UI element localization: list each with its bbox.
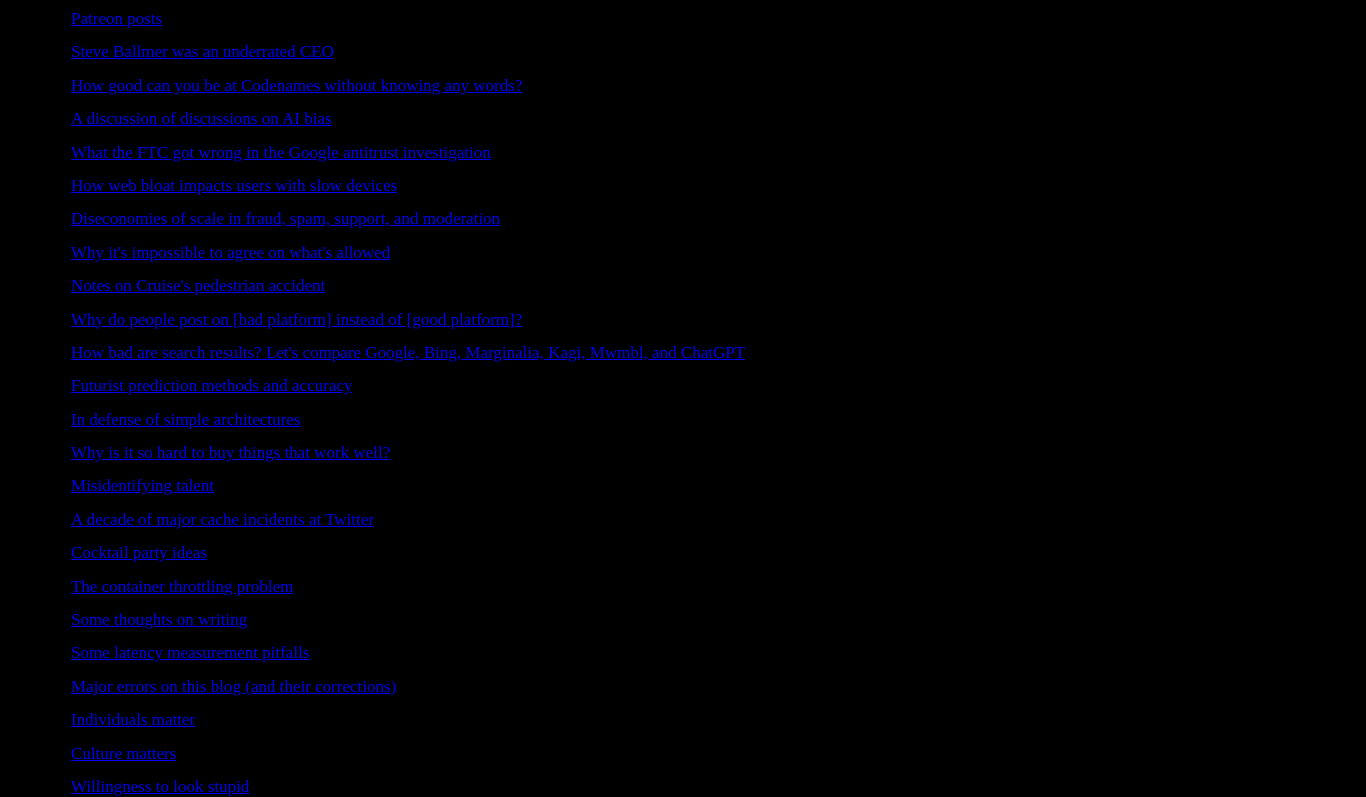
post-link[interactable]: Individuals matter — [71, 710, 196, 730]
post-list-item — [71, 9, 1366, 29]
post-link[interactable]: In defense of simple architectures — [71, 409, 301, 429]
post-list-item — [71, 543, 1366, 563]
post-list-item — [71, 310, 1366, 330]
post-list-item — [71, 176, 1366, 196]
post-link[interactable]: A decade of major cache incidents at Twitter — [71, 509, 374, 529]
post-link[interactable]: Some latency measurement pitfalls — [71, 643, 310, 663]
post-link[interactable]: Futurist prediction methods and accuracy — [71, 376, 353, 396]
post-link[interactable]: Patreon posts — [71, 9, 163, 28]
post-link[interactable]: Misidentifying talent — [71, 476, 215, 496]
post-list-item — [71, 476, 1366, 496]
post-link[interactable]: Notes on Cruise's pedestrian accident — [71, 276, 326, 296]
post-link[interactable]: Steve Ballmer was an underrated CEO — [71, 42, 334, 62]
post-link[interactable]: Why it's impossible to agree on what's allowed — [71, 242, 391, 262]
post-link[interactable]: Willingness to look stupid — [71, 776, 250, 796]
post-list-item — [71, 410, 1366, 430]
post-list-item — [71, 243, 1366, 263]
post-link[interactable]: Why is it so hard to buy things that work well? — [71, 443, 391, 463]
post-list-item — [71, 710, 1366, 730]
post-list-item — [71, 376, 1366, 396]
post-link[interactable]: Why do people post on [bad platform] instead of [good platform]? — [71, 309, 523, 329]
post-list-item — [71, 777, 1366, 797]
post-list-item — [71, 677, 1366, 697]
post-link[interactable]: Culture matters — [71, 743, 177, 763]
post-list-item — [71, 143, 1366, 163]
post-list-item — [71, 109, 1366, 129]
post-link[interactable]: Diseconomies of scale in fraud, spam, support, and moderation — [71, 209, 501, 229]
post-link[interactable]: How good can you be at Codenames without knowing any words? — [71, 75, 523, 95]
post-list-item — [71, 42, 1366, 62]
post-list-item — [71, 343, 1366, 363]
post-link[interactable]: How bad are search results? Let's compare Google, Bing, Marginalia, Kagi, Mwmbl, and ChatGPT — [71, 342, 746, 362]
post-link[interactable]: The container throttling problem — [71, 576, 294, 596]
post-list-item — [71, 744, 1366, 764]
post-list-item — [71, 610, 1366, 630]
post-list-item — [71, 577, 1366, 597]
post-link[interactable]: How web bloat impacts users with slow devices — [71, 175, 398, 195]
post-list-item — [71, 276, 1366, 296]
post-link[interactable]: Cocktail party ideas — [71, 543, 207, 563]
post-list-item — [71, 209, 1366, 229]
post-link[interactable]: Some thoughts on writing — [71, 610, 248, 630]
post-link[interactable]: What the FTC got wrong in the Google antitrust investigation — [71, 142, 491, 162]
post-link[interactable]: Major errors on this blog (and their corrections) — [71, 676, 397, 696]
post-list-item — [71, 510, 1366, 530]
post-list-item — [71, 76, 1366, 96]
post-list-item — [71, 643, 1366, 663]
post-list-item — [71, 443, 1366, 463]
post-link[interactable]: A discussion of discussions on AI bias — [71, 109, 332, 129]
